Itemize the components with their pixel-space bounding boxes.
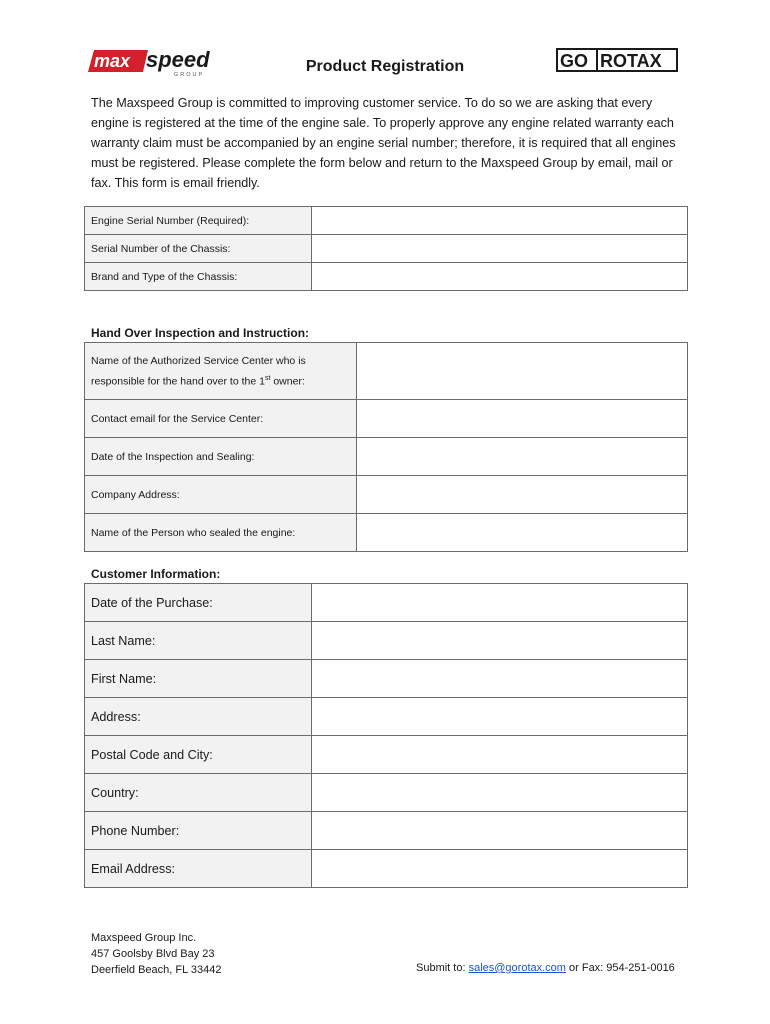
engine-table [84,206,688,291]
handover-table [84,342,688,552]
inspection-date-label: Date of the Inspection and Sealing: [85,438,357,476]
first-name-field[interactable] [312,660,688,698]
service-email-label: Contact email for the Service Center: [85,400,357,438]
table-row [85,476,688,514]
table-row [85,263,688,291]
footer-submit [416,962,675,974]
table-row [85,584,688,622]
company-address-label: Company Address: [85,476,357,514]
table-row [85,400,688,438]
chassis-brand-field[interactable] [312,263,688,291]
table-row [85,660,688,698]
phone-label: Phone Number: [85,812,312,850]
chassis-serial-label: Serial Number of the Chassis: [85,235,312,263]
table-row [85,698,688,736]
table-row [85,774,688,812]
service-center-label-line2: responsible for the hand over to the 1 [91,375,265,388]
email-field[interactable] [312,850,688,888]
footer-address [91,930,221,978]
last-name-label: Last Name: [85,622,312,660]
table-row [85,622,688,660]
footer-city: Deerfield Beach, FL 33442 [91,964,222,976]
fax-text: or Fax: 954-251-0016 [565,962,675,974]
email-link[interactable]: sales@gorotax.com [468,962,566,974]
submit-prefix: Submit to: [416,962,469,974]
service-center-label [85,343,357,400]
email-label: Email Address: [85,850,312,888]
table-row [85,438,688,476]
gorotax-logo-text-a: GO [560,51,589,71]
country-field[interactable] [312,774,688,812]
engine-serial-label: Engine Serial Number (Required): [85,207,312,235]
address-field[interactable] [312,698,688,736]
purchase-date-label: Date of the Purchase: [85,584,312,622]
table-row [85,235,688,263]
handover-heading: Hand Over Inspection and Instruction: [91,326,310,340]
sealer-name-field[interactable] [357,514,688,552]
customer-heading: Customer Information: [91,567,221,581]
table-row [85,736,688,774]
chassis-serial-field[interactable] [312,235,688,263]
page-title: Product Registration [305,58,465,75]
footer-street: 457 Goolsby Blvd Bay 23 [91,948,215,960]
chassis-brand-label: Brand and Type of the Chassis: [85,263,312,291]
country-label: Country: [85,774,312,812]
service-email-field[interactable] [357,400,688,438]
intro-paragraph: The Maxspeed Group is committed to improving customer service. To do so we are asking that every engine is registered at the time of the engine sale. To properly approve any engine related warranty each warranty claim must be accompanied by an engine serial number; therefore, it is required that all engines must be registered. Please complete the form below and return to the Maxspeed Group by email, mail or fax. This form is email friendly. [91,96,676,190]
customer-table [84,583,688,888]
service-center-label-line2-end: owner: [270,375,305,388]
service-center-label-sup: st [264,374,271,382]
footer-company: Maxspeed Group Inc. [91,932,197,944]
sealer-name-label: Name of the Person who sealed the engine: [85,514,357,552]
table-row [85,812,688,850]
address-label: Address: [85,698,312,736]
table-row [85,850,688,888]
maxspeed-logo-sub: GROUP [174,72,205,78]
last-name-field[interactable] [312,622,688,660]
gorotax-logo-text-b: ROTAX [600,51,662,71]
engine-serial-field[interactable] [312,207,688,235]
gorotax-logo [556,48,678,72]
service-center-field[interactable] [357,343,688,400]
purchase-date-field[interactable] [312,584,688,622]
maxspeed-logo-text-a: max [94,51,131,71]
table-row [85,343,688,400]
maxspeed-logo-text-b: speed [146,47,210,72]
phone-field[interactable] [312,812,688,850]
service-center-label-line1: Name of the Authorized Service Center who is [91,354,306,367]
table-row [85,207,688,235]
inspection-date-field[interactable] [357,438,688,476]
postal-city-field[interactable] [312,736,688,774]
table-row [85,514,688,552]
company-address-field[interactable] [357,476,688,514]
postal-city-label: Postal Code and City: [85,736,312,774]
first-name-label: First Name: [85,660,312,698]
